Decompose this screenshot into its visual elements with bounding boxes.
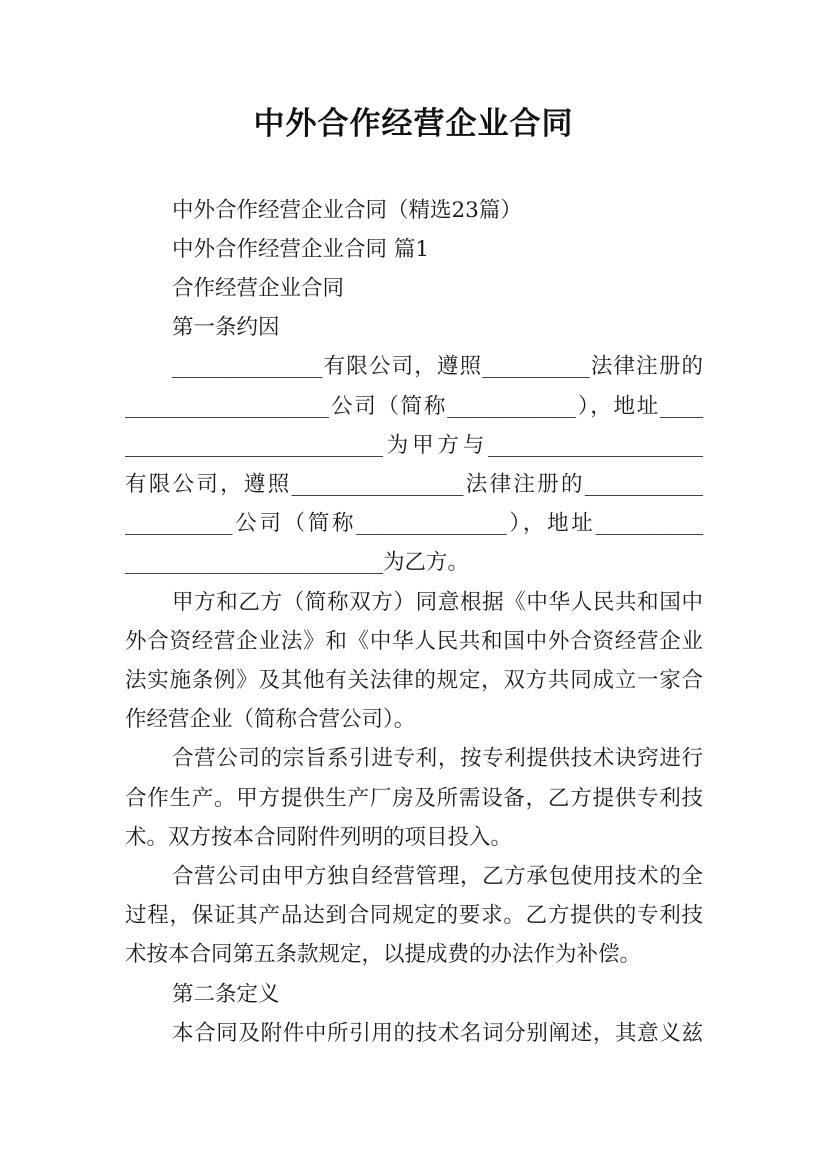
paragraph-line: 过程，保证其产品达到合同规定的要求。乙方提供的专利技 [125,903,703,928]
paragraph-line: __________公司（简称______________），地址__________ [125,511,703,536]
paragraph-line: 法实施条例》及其他有关法律的规定，双方共同成立一家合 [125,668,703,693]
paragraph-line: 甲方和乙方（简称双方）同意根据《中华人民共和国中 [172,590,703,615]
section-heading: 中外合作经营企业合同 篇1 [172,237,430,262]
document-title: 中外合作经营企业合同 [253,106,574,142]
paragraph-line: 合营公司的宗旨系引进专利，按专利提供技术诀窍进行 [172,746,703,771]
paragraph-line: ________________________为乙方。 [125,550,470,575]
paragraph-line: ___________________公司（简称____________），地址____ [125,394,703,419]
paragraph-line: 合营公司由甲方独自经营管理，乙方承包使用技术的全 [172,864,703,889]
paragraph-line: ________________________为甲方与____________________ [125,433,703,458]
paragraph-line: 外合资经营企业法》和《中华人民共和国中外合资经营企业 [125,629,703,654]
contract-heading: 合作经营企业合同 [172,276,345,301]
paragraph-line: 有限公司，遵照________________法律注册的___________ [125,472,703,497]
paragraph-line: 术按本合同第五条款规定，以提成费的办法作为补偿。 [125,942,642,967]
paragraph-line: ______________有限公司，遵照__________法律注册的 [172,354,703,379]
paragraph-line: 作经营企业（简称合营公司）。 [125,707,416,732]
paragraph-line: 术。双方按本合同附件列明的项目投入。 [125,825,513,850]
paragraph-line: 本合同及附件中所引用的技术名词分别阐述，其意义兹 [172,1021,703,1046]
subtitle-line: 中外合作经营企业合同（精选23篇） [172,198,522,223]
paragraph-line: 合作生产。甲方提供生产厂房及所需设备，乙方提供专利技 [125,786,703,811]
article-heading: 第一条约因 [172,315,280,340]
article-heading: 第二条定义 [172,982,280,1007]
